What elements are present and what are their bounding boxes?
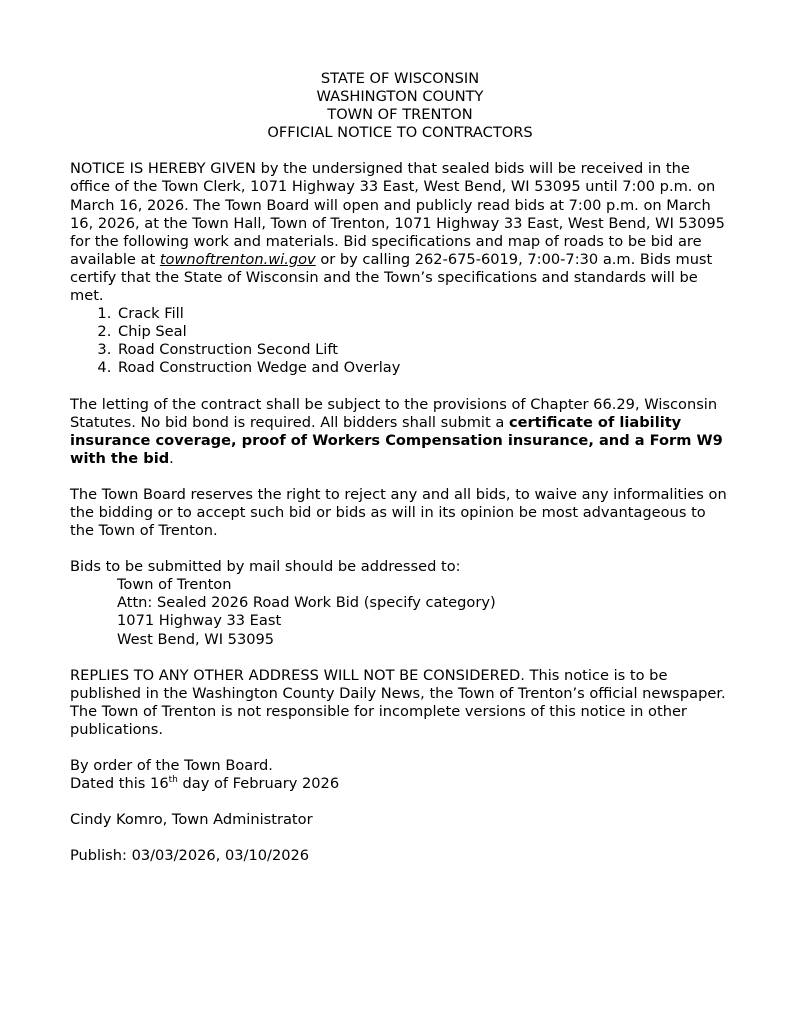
mailing-address [70, 576, 730, 648]
address-line: West Bend, WI 53095 [117, 630, 275, 648]
required-documents-text: certificate of liability insurance coverage, proof of Workers Compensation insurance, and a Form W9 with the bid [70, 413, 723, 467]
intro-text-before-link: NOTICE IS HEREBY GIVEN by the undersigned that sealed bids will be received in the office of the Town Clerk, 1071 Highway 33 East, West Bend, WI 53095 until 7:00 p.m. on March 16, 2026. The Town Board will open and publicly read bids at 7:00 p.m. on March 16, 2026, at the Town Hall, Town of Trenton, 1071 Highway 33 East, West Bend, WI 53095 for the following work and materials. Bid specifications and map of roads to be bid are available at [70, 160, 725, 268]
address-line: 1071 Highway 33 East [117, 612, 282, 630]
list-item: 2. Chip Seal [116, 323, 730, 341]
reserve-rights-paragraph: The Town Board reserves the right to reject any and all bids, to waive any informalities on the bidding or to accept such bid or bids as will in its opinion be most advantageous to the Town of Trenton. [70, 485, 727, 540]
order-line: By order of the Town Board. [70, 757, 273, 774]
letting-text: The letting of the contract shall be subject to the provisions of Chapter 66.29, Wisconsin Statutes. No bid bond is required. All bidders shall submit a [70, 395, 718, 431]
dated-suffix: day of February 2026 [177, 775, 340, 793]
notice-header [70, 70, 730, 142]
address-line: Attn: Sealed 2026 Road Work Bid (specify category) [117, 594, 496, 612]
dated-ordinal: th [168, 775, 178, 786]
signature-line: Cindy Komro, Town Administrator [70, 811, 313, 829]
intro-text-after-link: or by calling 262-675-6019, 7:00-7:30 a.m. Bids must certify that the State of Wisconsin and the Town’s specifications and standards will be met. [70, 250, 713, 305]
town-website-link[interactable]: townoftrenton.wi.gov [159, 250, 316, 268]
work-items-list [70, 305, 730, 377]
publish-line: Publish: 03/03/2026, 03/10/2026 [70, 847, 310, 865]
dated-prefix: Dated this 16 [70, 775, 169, 793]
notice-intro-paragraph [70, 160, 730, 305]
header-county: WASHINGTON COUNTY [316, 88, 484, 106]
address-line: Town of Trenton [117, 576, 232, 594]
replies-paragraph: REPLIES TO ANY OTHER ADDRESS WILL NOT BE CONSIDERED. This notice is to be published in the Washington County Daily News, the Town of Trenton’s official newspaper. The Town of Trenton is not responsible for incomplete versions of this notice in other publications. [70, 666, 726, 738]
list-item: 3. Road Construction Second Lift [116, 341, 730, 359]
dated-line [70, 775, 730, 793]
header-state: STATE OF WISCONSIN [320, 70, 480, 87]
header-title: OFFICIAL NOTICE TO CONTRACTORS [267, 124, 533, 142]
list-item: 4. Road Construction Wedge and Overlay [116, 359, 730, 377]
list-item: 1. Crack Fill [116, 305, 730, 323]
mail-intro: Bids to be submitted by mail should be addressed to: [70, 558, 461, 576]
header-town: TOWN OF TRENTON [327, 106, 473, 124]
letting-end: . [169, 449, 174, 467]
notice-document [70, 70, 730, 883]
letting-paragraph [70, 396, 730, 468]
